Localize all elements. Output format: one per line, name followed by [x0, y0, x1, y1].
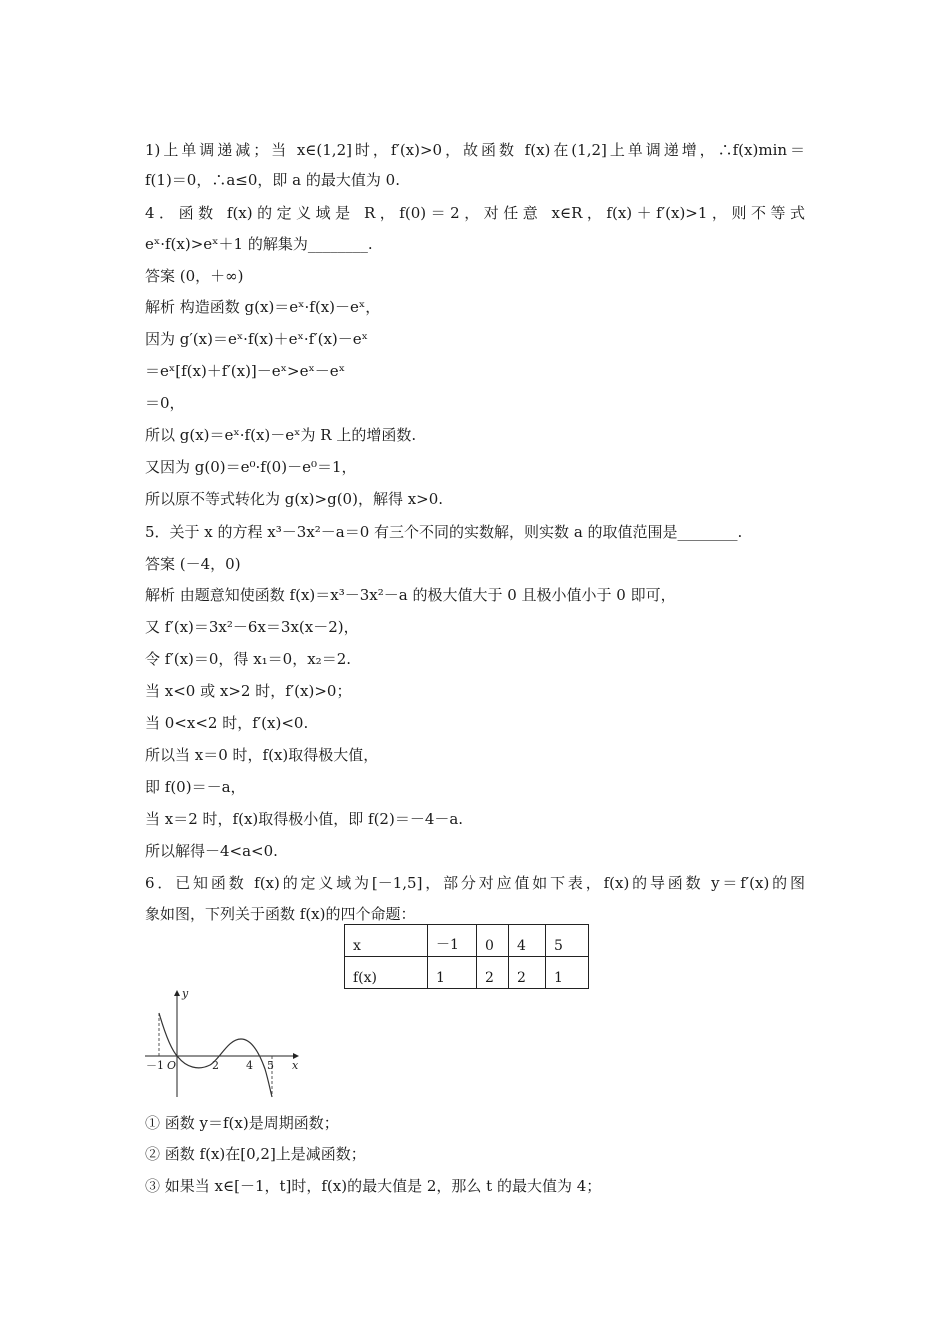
text-line: 即 f(0)＝－a， — [145, 778, 246, 796]
table-cell: 4 — [509, 925, 546, 957]
tick-label: －1 — [146, 1059, 164, 1072]
text-line: 又 f′(x)＝3x²－6x＝3x(x－2)， — [145, 618, 359, 636]
table-cell: －1 — [428, 925, 477, 957]
answer-line: 答案 (0，＋∞) — [145, 267, 244, 285]
table-cell: f(x) — [345, 957, 428, 989]
table-cell: 1 — [428, 957, 477, 989]
tick-label: 5 — [267, 1059, 274, 1072]
proposition-item: ② 函数 f(x)在[0,2]上是减函数； — [145, 1145, 366, 1163]
text-line: 所以 g(x)＝eˣ·f(x)－eˣ为 R 上的增函数. — [145, 426, 417, 444]
proposition-item: ① 函数 y＝f(x)是周期函数； — [145, 1114, 339, 1132]
table-cell: 2 — [509, 957, 546, 989]
tick-label: 4 — [246, 1059, 253, 1072]
text-line: 又因为 g(0)＝e⁰·f(0)－e⁰＝1， — [145, 458, 357, 476]
text-line: 当 x<0 或 x>2 时，f′(x)>0； — [145, 682, 352, 700]
derivative-graph — [140, 985, 315, 1100]
text-line: f(1)＝0，∴a≤0，即 a 的最大值为 0. — [145, 171, 400, 189]
answer-line: 答案 (－4，0) — [145, 555, 241, 573]
analysis-line: 解析 由题意知使函数 f(x)＝x³－3x²－a 的极大值大于 0 且极小值小于 0 即可， — [145, 586, 676, 604]
y-axis-label: y — [182, 987, 189, 1000]
table-cell: 5 — [546, 925, 589, 957]
text-line: 所以原不等式转化为 g(x)>g(0)，解得 x>0. — [145, 490, 444, 508]
derivative-curve — [159, 1013, 272, 1097]
table-row — [345, 957, 589, 989]
text-line: ＝0， — [145, 394, 185, 412]
text-line: 4．函数 f(x)的定义域是 R，f(0)＝2，对任意 x∈R，f(x)＋f′(x)>1，则不等式 — [145, 204, 805, 222]
value-table — [344, 924, 589, 989]
text-line: 象如图，下列关于函数 f(x)的四个命题： — [145, 905, 416, 923]
tick-label: 2 — [212, 1059, 219, 1072]
text-line: ＝eˣ[f(x)＋f′(x)]－eˣ>eˣ－eˣ — [145, 362, 346, 380]
question-line: 6．已知函数 f(x)的定义域为[－1,5]，部分对应值如下表，f(x)的导函数 y＝f′(x)的图 — [145, 874, 805, 892]
origin-label: O — [167, 1059, 177, 1072]
x-axis-label: x — [292, 1059, 299, 1072]
table-cell: x — [345, 925, 428, 957]
text-line: 当 x＝2 时，f(x)取得极小值，即 f(2)＝－4－a. — [145, 810, 464, 828]
question-line: 5．关于 x 的方程 x³－3x²－a＝0 有三个不同的实数解，则实数 a 的取值范围是________. — [145, 523, 743, 541]
text-line: 因为 g′(x)＝eˣ·f(x)＋eˣ·f′(x)－eˣ — [145, 330, 369, 348]
table-row — [345, 925, 589, 957]
text-line: 当 0<x<2 时，f′(x)<0. — [145, 714, 309, 732]
table-cell: 1 — [546, 957, 589, 989]
text-line: eˣ·f(x)>eˣ＋1 的解集为________. — [145, 235, 373, 253]
text-line: 令 f′(x)＝0，得 x₁＝0，x₂＝2. — [145, 650, 352, 668]
text-line: 所以当 x＝0 时，f(x)取得极大值， — [145, 746, 379, 764]
table-cell: 2 — [477, 957, 509, 989]
proposition-item: ③ 如果当 x∈[－1，t]时，f(x)的最大值是 2，那么 t 的最大值为 4； — [145, 1177, 602, 1195]
text-line: 所以解得－4<a<0. — [145, 842, 278, 860]
text-line: 1)上单调递减；当 x∈(1,2]时，f′(x)>0，故函数 f(x)在(1,2]上单调递增，∴f(x)min＝ — [145, 141, 805, 159]
table-cell: 0 — [477, 925, 509, 957]
analysis-line: 解析 构造函数 g(x)＝eˣ·f(x)－eˣ， — [145, 298, 381, 316]
